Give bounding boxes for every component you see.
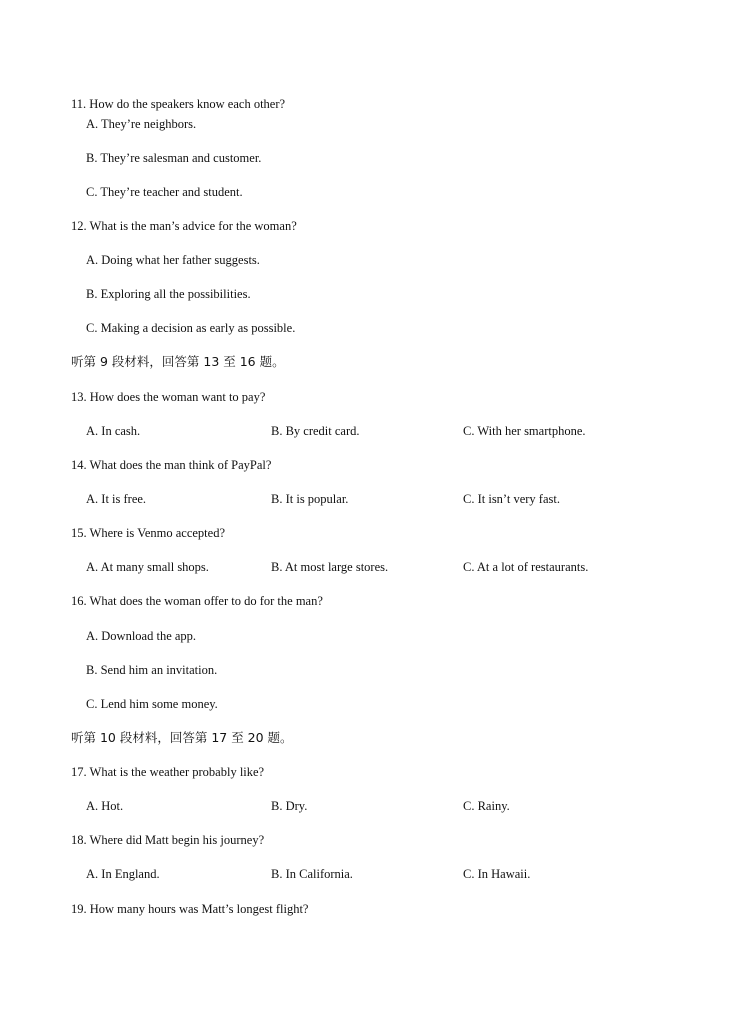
q14-option-b: B. It is popular. <box>271 492 349 506</box>
section-9-instruction: 听第 9 段材料，回答第 13 至 16 题。 <box>71 354 285 369</box>
q12-option-b: B. Exploring all the possibilities. <box>86 287 251 301</box>
q16-option-c: C. Lend him some money. <box>86 697 218 711</box>
q13-option-b: B. By credit card. <box>271 424 360 438</box>
q15-option-b: B. At most large stores. <box>271 560 389 574</box>
q17-option-a: A. Hot. <box>86 799 124 813</box>
q18-option-c: C. In Hawaii. <box>463 867 531 881</box>
q14-option-c: C. It isn’t very fast. <box>463 492 560 506</box>
q12-option-a: A. Doing what her father suggests. <box>86 253 260 267</box>
question-16: 16. What does the woman offer to do for the man? <box>71 594 323 608</box>
q15-option-c: C. At a lot of restaurants. <box>463 560 589 574</box>
q16-option-a: A. Download the app. <box>86 629 197 643</box>
question-19: 19. How many hours was Matt’s longest flight? <box>71 902 309 916</box>
q13-option-a: A. In cash. <box>86 424 141 438</box>
question-12: 12. What is the man’s advice for the woman? <box>71 219 297 233</box>
q11-option-c: C. They’re teacher and student. <box>86 185 243 199</box>
q18-option-b: B. In California. <box>271 867 353 881</box>
q14-option-a: A. It is free. <box>86 492 147 506</box>
question-14: 14. What does the man think of PayPal? <box>71 458 272 472</box>
question-15: 15. Where is Venmo accepted? <box>71 526 225 540</box>
question-18: 18. Where did Matt begin his journey? <box>71 833 265 847</box>
q17-option-c: C. Rainy. <box>463 799 510 813</box>
question-17: 17. What is the weather probably like? <box>71 765 265 779</box>
question-11: 11. How do the speakers know each other? <box>71 97 286 111</box>
q15-option-a: A. At many small shops. <box>86 560 209 574</box>
q18-option-a: A. In England. <box>86 867 160 881</box>
q13-option-c: C. With her smartphone. <box>463 424 586 438</box>
question-13: 13. How does the woman want to pay? <box>71 390 266 404</box>
q11-option-a: A. They’re neighbors. <box>86 117 197 131</box>
q11-option-b: B. They’re salesman and customer. <box>86 151 262 165</box>
q12-option-c: C. Making a decision as early as possible. <box>86 321 296 335</box>
q17-option-b: B. Dry. <box>271 799 308 813</box>
section-10-instruction: 听第 10 段材料，回答第 17 至 20 题。 <box>71 730 293 745</box>
q16-option-b: B. Send him an invitation. <box>86 663 218 677</box>
